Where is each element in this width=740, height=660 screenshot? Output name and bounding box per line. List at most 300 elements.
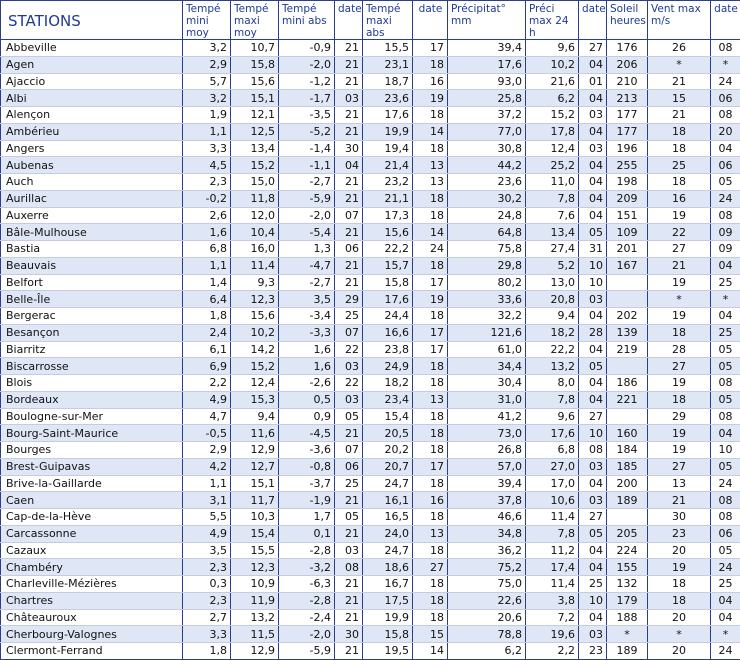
cell-temp-max-avg: 12,1 — [231, 107, 279, 124]
cell-temp-max-avg: 10,2 — [231, 324, 279, 341]
cell-precip-max-24h: 5,2 — [526, 257, 579, 274]
cell-temp-max-abs: 18,6 — [363, 559, 413, 576]
cell-temp-min-abs: -6,3 — [279, 576, 335, 593]
cell-temp-max-avg: 12,9 — [231, 442, 279, 459]
table-row — [1, 391, 740, 408]
cell-precipitation: 46,6 — [448, 509, 526, 526]
cell-temp-min-avg: 1,4 — [183, 274, 231, 291]
cell-temp-min-abs: -2,6 — [279, 375, 335, 392]
cell-precip-max-24h: 10,6 — [526, 492, 579, 509]
cell-date-min-abs: 04 — [335, 157, 363, 174]
cell-precipitation: 31,0 — [448, 391, 526, 408]
cell-sunshine-hours: 198 — [607, 174, 648, 191]
cell-date-min-abs: 03 — [335, 391, 363, 408]
cell-date-wind: 04 — [711, 140, 740, 157]
cell-temp-max-avg: 11,6 — [231, 425, 279, 442]
cell-temp-min-avg: 1,1 — [183, 123, 231, 140]
cell-date-precip: 10 — [579, 257, 607, 274]
cell-sunshine-hours: 206 — [607, 56, 648, 73]
cell-temp-min-avg: 6,8 — [183, 241, 231, 258]
cell-temp-min-avg: 2,4 — [183, 324, 231, 341]
cell-temp-max-avg: 11,5 — [231, 626, 279, 643]
cell-date-max-abs: 18 — [413, 509, 448, 526]
cell-precip-max-24h: 25,2 — [526, 157, 579, 174]
cell-temp-max-avg: 15,8 — [231, 56, 279, 73]
cell-date-precip: 04 — [579, 56, 607, 73]
cell-wind-max: 15 — [648, 90, 711, 107]
cell-date-wind: 08 — [711, 408, 740, 425]
table-row — [1, 56, 740, 73]
cell-precipitation: 39,4 — [448, 40, 526, 57]
cell-temp-max-avg: 16,0 — [231, 241, 279, 258]
cell-sunshine-hours — [607, 358, 648, 375]
cell-temp-min-avg: 1,9 — [183, 107, 231, 124]
cell-date-precip: 03 — [579, 107, 607, 124]
cell-temp-max-avg: 11,9 — [231, 592, 279, 609]
cell-date-max-abs: 18 — [413, 375, 448, 392]
cell-date-max-abs: 17 — [413, 40, 448, 57]
cell-temp-max-avg: 14,2 — [231, 341, 279, 358]
cell-temp-min-avg: 2,3 — [183, 559, 231, 576]
cell-precipitation: 77,0 — [448, 123, 526, 140]
cell-date-precip: 03 — [579, 291, 607, 308]
cell-precip-max-24h: 22,2 — [526, 341, 579, 358]
cell-sunshine-hours — [607, 408, 648, 425]
cell-temp-min-avg: 2,9 — [183, 442, 231, 459]
cell-precip-max-24h: 17,6 — [526, 425, 579, 442]
cell-date-max-abs: 27 — [413, 559, 448, 576]
cell-wind-max: 26 — [648, 40, 711, 57]
cell-precip-max-24h: 8,0 — [526, 375, 579, 392]
cell-date-wind: 24 — [711, 643, 740, 660]
cell-temp-min-avg: 2,6 — [183, 207, 231, 224]
cell-date-wind: 25 — [711, 324, 740, 341]
cell-temp-min-abs: -2,0 — [279, 626, 335, 643]
cell-precip-max-24h: 17,4 — [526, 559, 579, 576]
cell-station-name: Bourg-Saint-Maurice — [1, 425, 183, 442]
cell-date-max-abs: 18 — [413, 257, 448, 274]
cell-station-name: Cherbourg-Valognes — [1, 626, 183, 643]
cell-date-wind: 05 — [711, 174, 740, 191]
cell-station-name: Brive-la-Gaillarde — [1, 475, 183, 492]
cell-date-wind: 10 — [711, 442, 740, 459]
cell-date-precip: 27 — [579, 40, 607, 57]
cell-date-wind: 20 — [711, 123, 740, 140]
cell-temp-min-abs: -1,2 — [279, 73, 335, 90]
cell-date-max-abs: 18 — [413, 56, 448, 73]
cell-date-max-abs: 14 — [413, 123, 448, 140]
cell-temp-max-avg: 12,3 — [231, 559, 279, 576]
cell-precip-max-24h: 6,8 — [526, 442, 579, 459]
cell-station-name: Caen — [1, 492, 183, 509]
cell-temp-min-abs: -5,9 — [279, 643, 335, 660]
cell-precipitation: 93,0 — [448, 73, 526, 90]
cell-temp-max-avg: 15,6 — [231, 73, 279, 90]
cell-date-wind: * — [711, 626, 740, 643]
cell-date-max-abs: 16 — [413, 492, 448, 509]
cell-wind-max: * — [648, 626, 711, 643]
cell-date-wind: * — [711, 56, 740, 73]
cell-date-precip: 03 — [579, 492, 607, 509]
header-precipitation: Précipitat° mm — [448, 1, 526, 40]
cell-precipitation: 39,4 — [448, 475, 526, 492]
cell-station-name: Abbeville — [1, 40, 183, 57]
table-row — [1, 174, 740, 191]
cell-date-min-abs: 21 — [335, 224, 363, 241]
cell-precip-max-24h: 3,8 — [526, 592, 579, 609]
cell-wind-max: 19 — [648, 207, 711, 224]
cell-sunshine-hours: 219 — [607, 341, 648, 358]
cell-date-max-abs: 15 — [413, 626, 448, 643]
cell-sunshine-hours: 179 — [607, 592, 648, 609]
cell-precip-max-24h: 27,0 — [526, 458, 579, 475]
cell-temp-max-avg: 12,3 — [231, 291, 279, 308]
cell-date-wind: 05 — [711, 542, 740, 559]
cell-date-min-abs: 21 — [335, 174, 363, 191]
cell-date-min-abs: 21 — [335, 73, 363, 90]
table-row — [1, 107, 740, 124]
table-row — [1, 224, 740, 241]
cell-sunshine-hours: 132 — [607, 576, 648, 593]
cell-date-max-abs: 18 — [413, 358, 448, 375]
cell-sunshine-hours — [607, 509, 648, 526]
cell-temp-min-abs: -3,3 — [279, 324, 335, 341]
header-date-min-abs: date — [335, 1, 363, 40]
cell-date-precip: 04 — [579, 341, 607, 358]
cell-precip-max-24h: 12,4 — [526, 140, 579, 157]
cell-station-name: Belle-Île — [1, 291, 183, 308]
cell-precipitation: 20,6 — [448, 609, 526, 626]
table-row — [1, 190, 740, 207]
cell-temp-max-abs: 17,3 — [363, 207, 413, 224]
cell-date-min-abs: 07 — [335, 207, 363, 224]
table-row — [1, 542, 740, 559]
table-row — [1, 140, 740, 157]
cell-precipitation: 32,2 — [448, 308, 526, 325]
cell-temp-min-avg: 5,5 — [183, 509, 231, 526]
table-row — [1, 257, 740, 274]
cell-station-name: Angers — [1, 140, 183, 157]
cell-station-name: Charleville-Mézières — [1, 576, 183, 593]
cell-date-precip: 05 — [579, 525, 607, 542]
cell-temp-min-abs: 0,1 — [279, 525, 335, 542]
cell-date-max-abs: 13 — [413, 391, 448, 408]
cell-temp-max-abs: 23,6 — [363, 90, 413, 107]
table-row — [1, 308, 740, 325]
cell-temp-max-avg: 13,4 — [231, 140, 279, 157]
cell-station-name: Albi — [1, 90, 183, 107]
cell-temp-max-abs: 15,6 — [363, 224, 413, 241]
cell-sunshine-hours — [607, 274, 648, 291]
cell-temp-min-abs: -5,2 — [279, 123, 335, 140]
cell-date-max-abs: 13 — [413, 157, 448, 174]
cell-station-name: Cap-de-la-Hève — [1, 509, 183, 526]
cell-precipitation: 30,4 — [448, 375, 526, 392]
cell-temp-max-abs: 15,8 — [363, 626, 413, 643]
cell-date-min-abs: 03 — [335, 90, 363, 107]
cell-wind-max: 21 — [648, 257, 711, 274]
cell-temp-max-abs: 15,8 — [363, 274, 413, 291]
cell-temp-max-abs: 23,1 — [363, 56, 413, 73]
cell-date-precip: 03 — [579, 626, 607, 643]
cell-date-max-abs: 14 — [413, 643, 448, 660]
cell-precip-max-24h: 15,2 — [526, 107, 579, 124]
cell-date-precip: 04 — [579, 90, 607, 107]
cell-temp-min-avg: 6,9 — [183, 358, 231, 375]
table-row — [1, 643, 740, 660]
cell-date-max-abs: 18 — [413, 190, 448, 207]
header-sunshine-hours: Soleil heures — [607, 1, 648, 40]
cell-date-precip: 27 — [579, 408, 607, 425]
cell-station-name: Bâle-Mulhouse — [1, 224, 183, 241]
cell-temp-max-avg: 11,4 — [231, 257, 279, 274]
cell-date-min-abs: 30 — [335, 140, 363, 157]
cell-temp-min-avg: 1,8 — [183, 643, 231, 660]
cell-date-precip: 04 — [579, 609, 607, 626]
cell-date-min-abs: 22 — [335, 375, 363, 392]
cell-date-wind: 24 — [711, 559, 740, 576]
cell-temp-min-abs: 3,5 — [279, 291, 335, 308]
cell-date-min-abs: 21 — [335, 643, 363, 660]
cell-precipitation: 6,2 — [448, 643, 526, 660]
cell-temp-max-abs: 17,5 — [363, 592, 413, 609]
cell-temp-min-avg: -0,5 — [183, 425, 231, 442]
cell-temp-min-abs: -2,8 — [279, 542, 335, 559]
cell-date-max-abs: 18 — [413, 542, 448, 559]
cell-temp-max-avg: 12,4 — [231, 375, 279, 392]
cell-date-min-abs: 08 — [335, 559, 363, 576]
cell-wind-max: 28 — [648, 341, 711, 358]
cell-temp-min-abs: -4,5 — [279, 425, 335, 442]
cell-date-wind: 06 — [711, 157, 740, 174]
cell-wind-max: 19 — [648, 274, 711, 291]
cell-temp-max-avg: 15,4 — [231, 525, 279, 542]
cell-temp-min-abs: 1,6 — [279, 341, 335, 358]
cell-precipitation: 44,2 — [448, 157, 526, 174]
cell-date-max-abs: 18 — [413, 207, 448, 224]
cell-wind-max: 21 — [648, 107, 711, 124]
cell-precip-max-24h: 7,8 — [526, 525, 579, 542]
cell-temp-min-abs: -1,1 — [279, 157, 335, 174]
cell-temp-max-abs: 19,4 — [363, 140, 413, 157]
cell-wind-max: 18 — [648, 391, 711, 408]
stations-table-body — [1, 40, 740, 660]
cell-date-precip: 25 — [579, 576, 607, 593]
cell-precip-max-24h: 2,2 — [526, 643, 579, 660]
cell-temp-min-avg: 4,5 — [183, 157, 231, 174]
cell-date-min-abs: 21 — [335, 274, 363, 291]
header-date-wind: date — [711, 1, 740, 40]
cell-sunshine-hours: 205 — [607, 525, 648, 542]
cell-date-min-abs: 29 — [335, 291, 363, 308]
cell-temp-min-avg: 3,3 — [183, 140, 231, 157]
cell-station-name: Bastia — [1, 241, 183, 258]
cell-temp-max-abs: 23,4 — [363, 391, 413, 408]
cell-date-min-abs: 06 — [335, 241, 363, 258]
cell-precipitation: 64,8 — [448, 224, 526, 241]
cell-precipitation: 30,8 — [448, 140, 526, 157]
table-row — [1, 525, 740, 542]
table-row — [1, 123, 740, 140]
cell-date-precip: 04 — [579, 475, 607, 492]
table-row — [1, 207, 740, 224]
header-date-precip: date — [579, 1, 607, 40]
cell-wind-max: 19 — [648, 425, 711, 442]
cell-date-max-abs: 18 — [413, 442, 448, 459]
cell-station-name: Ambérieu — [1, 123, 183, 140]
cell-wind-max: 18 — [648, 140, 711, 157]
cell-date-precip: 04 — [579, 157, 607, 174]
table-row — [1, 626, 740, 643]
cell-precipitation: 25,8 — [448, 90, 526, 107]
cell-date-wind: 05 — [711, 341, 740, 358]
cell-temp-min-avg: 1,8 — [183, 308, 231, 325]
header-row — [1, 1, 740, 40]
cell-date-precip: 03 — [579, 458, 607, 475]
cell-date-max-abs: 18 — [413, 576, 448, 593]
cell-precip-max-24h: 7,8 — [526, 391, 579, 408]
cell-date-precip: 04 — [579, 190, 607, 207]
cell-sunshine-hours — [607, 291, 648, 308]
cell-sunshine-hours: 255 — [607, 157, 648, 174]
cell-station-name: Bordeaux — [1, 391, 183, 408]
cell-precipitation: 41,2 — [448, 408, 526, 425]
table-row — [1, 442, 740, 459]
cell-temp-max-abs: 20,7 — [363, 458, 413, 475]
cell-date-max-abs: 18 — [413, 107, 448, 124]
cell-date-precip: 04 — [579, 559, 607, 576]
cell-temp-max-avg: 12,0 — [231, 207, 279, 224]
cell-temp-max-avg: 15,0 — [231, 174, 279, 191]
cell-temp-max-abs: 17,6 — [363, 291, 413, 308]
cell-temp-max-abs: 15,5 — [363, 40, 413, 57]
cell-date-min-abs: 22 — [335, 341, 363, 358]
cell-temp-min-abs: -1,4 — [279, 140, 335, 157]
cell-date-max-abs: 17 — [413, 274, 448, 291]
cell-date-min-abs: 21 — [335, 576, 363, 593]
cell-date-min-abs: 21 — [335, 123, 363, 140]
cell-temp-min-avg: 6,1 — [183, 341, 231, 358]
cell-date-wind: 06 — [711, 90, 740, 107]
cell-date-wind: 04 — [711, 308, 740, 325]
cell-date-precip: 10 — [579, 592, 607, 609]
cell-sunshine-hours: 184 — [607, 442, 648, 459]
cell-wind-max: 18 — [648, 174, 711, 191]
cell-station-name: Ajaccio — [1, 73, 183, 90]
cell-date-max-abs: 18 — [413, 408, 448, 425]
cell-date-min-abs: 06 — [335, 458, 363, 475]
cell-date-max-abs: 13 — [413, 174, 448, 191]
cell-sunshine-hours: 151 — [607, 207, 648, 224]
cell-date-min-abs: 05 — [335, 408, 363, 425]
cell-date-wind: 05 — [711, 391, 740, 408]
cell-temp-max-avg: 15,1 — [231, 90, 279, 107]
cell-temp-min-avg: 2,9 — [183, 56, 231, 73]
cell-temp-max-abs: 20,2 — [363, 442, 413, 459]
cell-precipitation: 121,6 — [448, 324, 526, 341]
cell-temp-max-abs: 16,6 — [363, 324, 413, 341]
cell-temp-min-abs: -2,4 — [279, 609, 335, 626]
cell-temp-min-avg: 4,2 — [183, 458, 231, 475]
cell-precipitation: 61,0 — [448, 341, 526, 358]
cell-date-precip: 04 — [579, 174, 607, 191]
cell-station-name: Bourges — [1, 442, 183, 459]
cell-sunshine-hours: 189 — [607, 492, 648, 509]
cell-precipitation: 23,6 — [448, 174, 526, 191]
cell-sunshine-hours: 189 — [607, 643, 648, 660]
cell-date-precip: 01 — [579, 73, 607, 90]
cell-temp-min-abs: -4,7 — [279, 257, 335, 274]
cell-date-min-abs: 30 — [335, 626, 363, 643]
cell-precip-max-24h: 11,0 — [526, 174, 579, 191]
cell-precip-max-24h: 18,2 — [526, 324, 579, 341]
cell-precipitation: 75,0 — [448, 576, 526, 593]
cell-temp-max-avg: 15,2 — [231, 358, 279, 375]
cell-wind-max: 20 — [648, 609, 711, 626]
cell-temp-max-abs: 23,2 — [363, 174, 413, 191]
cell-temp-min-abs: -0,8 — [279, 458, 335, 475]
table-row — [1, 358, 740, 375]
cell-wind-max: 19 — [648, 308, 711, 325]
cell-wind-max: 18 — [648, 324, 711, 341]
cell-wind-max: 29 — [648, 408, 711, 425]
cell-precip-max-24h: 17,8 — [526, 123, 579, 140]
cell-precipitation: 24,8 — [448, 207, 526, 224]
cell-date-max-abs: 17 — [413, 458, 448, 475]
cell-date-precip: 03 — [579, 140, 607, 157]
cell-sunshine-hours: 139 — [607, 324, 648, 341]
cell-wind-max: 19 — [648, 442, 711, 459]
cell-precipitation: 36,2 — [448, 542, 526, 559]
cell-station-name: Biarritz — [1, 341, 183, 358]
cell-wind-max: 30 — [648, 509, 711, 526]
cell-sunshine-hours: 213 — [607, 90, 648, 107]
cell-precipitation: 57,0 — [448, 458, 526, 475]
cell-temp-max-avg: 10,4 — [231, 224, 279, 241]
cell-date-min-abs: 25 — [335, 308, 363, 325]
cell-sunshine-hours: 177 — [607, 107, 648, 124]
cell-date-wind: 24 — [711, 190, 740, 207]
cell-wind-max: * — [648, 291, 711, 308]
cell-precip-max-24h: 13,0 — [526, 274, 579, 291]
table-row — [1, 40, 740, 57]
header-temp-min-abs: Tempé mini abs — [279, 1, 335, 40]
cell-precipitation: 26,8 — [448, 442, 526, 459]
cell-precipitation: 73,0 — [448, 425, 526, 442]
cell-sunshine-hours: 209 — [607, 190, 648, 207]
cell-temp-max-abs: 17,6 — [363, 107, 413, 124]
cell-temp-max-avg: 12,7 — [231, 458, 279, 475]
cell-wind-max: 13 — [648, 475, 711, 492]
cell-temp-min-avg: 3,2 — [183, 40, 231, 57]
cell-wind-max: * — [648, 56, 711, 73]
cell-temp-min-avg: 4,9 — [183, 391, 231, 408]
cell-precip-max-24h: 27,4 — [526, 241, 579, 258]
cell-precipitation: 17,6 — [448, 56, 526, 73]
cell-sunshine-hours: 185 — [607, 458, 648, 475]
cell-sunshine-hours: 167 — [607, 257, 648, 274]
cell-date-precip: 27 — [579, 509, 607, 526]
cell-sunshine-hours: 200 — [607, 475, 648, 492]
cell-station-name: Biscarrosse — [1, 358, 183, 375]
cell-date-wind: 24 — [711, 73, 740, 90]
cell-wind-max: 18 — [648, 576, 711, 593]
header-stations: STATIONS — [1, 1, 183, 40]
cell-date-min-abs: 21 — [335, 190, 363, 207]
cell-date-precip: 04 — [579, 391, 607, 408]
cell-wind-max: 19 — [648, 375, 711, 392]
cell-wind-max: 27 — [648, 358, 711, 375]
